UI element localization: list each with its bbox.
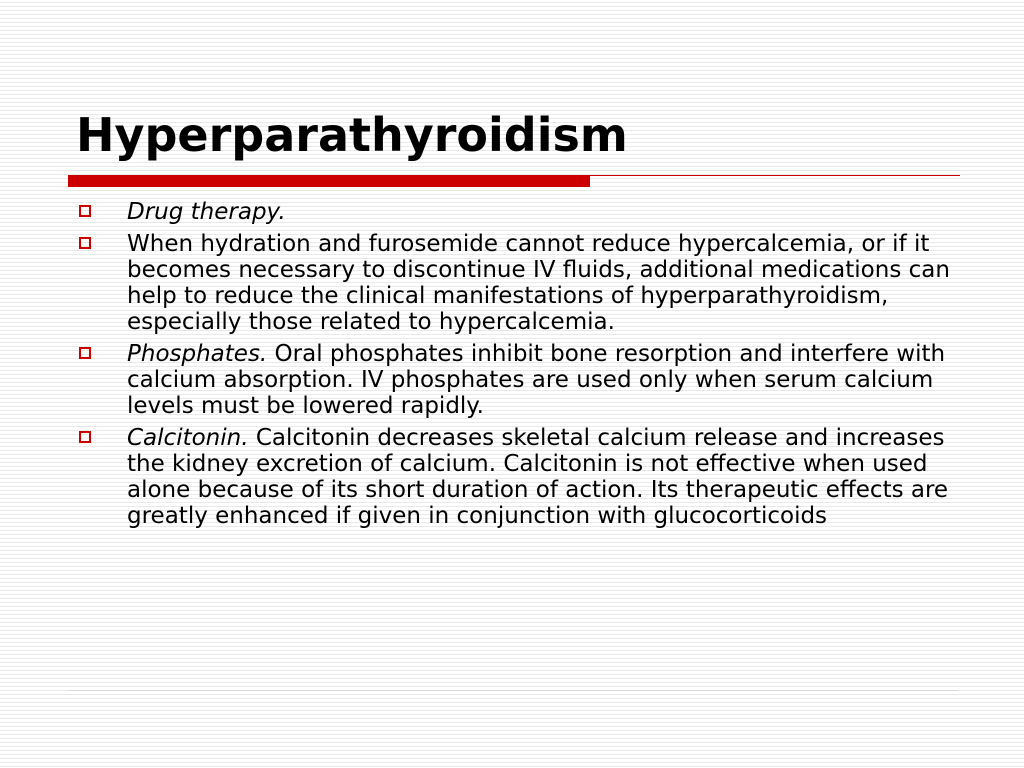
hollow-square-bullet-icon: [79, 431, 91, 443]
footer-divider: [68, 690, 958, 691]
bullet-text: Oral phosphates inhibit bone resorption and interfere with calcium absorption. IV phosphates are used only when serum calcium levels must be lowered rapidly.: [127, 341, 946, 419]
bullet-text: When hydration and furosemide cannot reduce hypercalcemia, or if it becomes necessary to discontinue IV fluids, additional medications can help to reduce the clinical manifestations of hyperparathyroidism, especially those related to hypercalcemia.: [127, 231, 950, 335]
bullet-list: [76, 199, 956, 535]
hollow-square-bullet-icon: [79, 237, 91, 249]
bullet-lead: Drug therapy.: [127, 199, 286, 225]
bullet-item: [76, 341, 956, 419]
title-underline-thin: [590, 175, 960, 176]
title-underline-thick: [68, 175, 590, 187]
bullet-text: Calcitonin decreases skeletal calcium release and increases the kidney excretion of calcium. Calcitonin is not effective when used alone because of its short duration of action. Its therapeutic effects are greatly enhanced if given in conjunction with glucocorticoids: [127, 425, 949, 529]
bullet-lead: Phosphates.: [127, 341, 268, 367]
hollow-square-bullet-icon: [79, 347, 91, 359]
hollow-square-bullet-icon: [79, 205, 91, 217]
slide-title: Hyperparathyroidism: [76, 108, 628, 162]
bullet-item: [76, 199, 956, 225]
bullet-item: [76, 231, 956, 335]
bullet-lead: Calcitonin.: [127, 425, 249, 451]
bullet-item: [76, 425, 956, 529]
